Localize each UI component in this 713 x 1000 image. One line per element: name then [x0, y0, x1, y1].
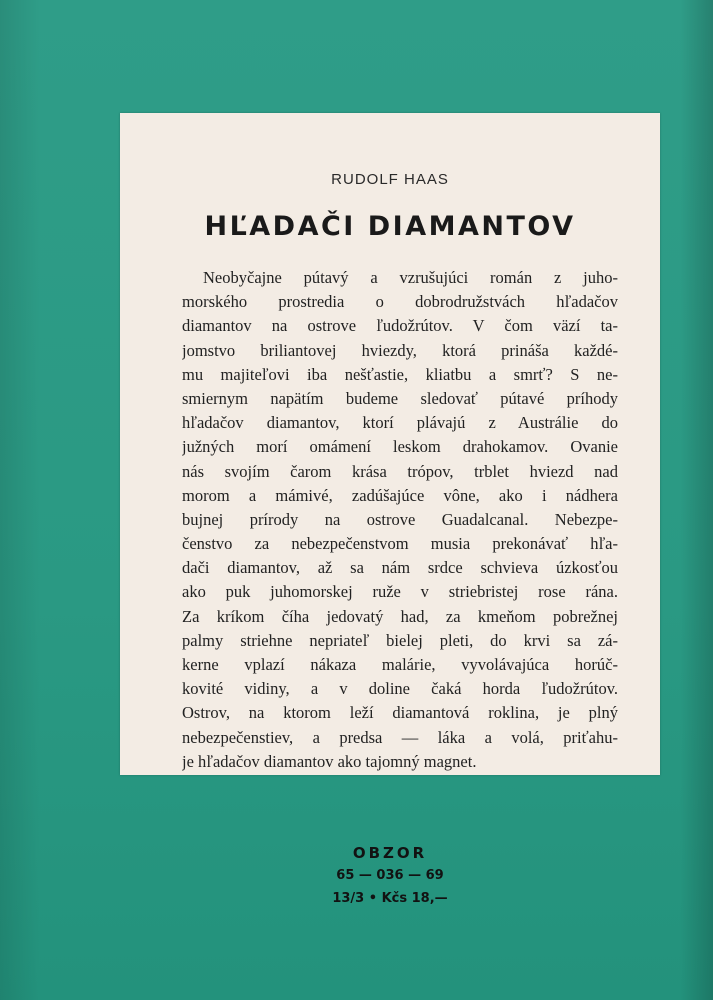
blurb-line: kovité vidiny, a v doline čaká horda ľudožrútov.	[182, 679, 618, 699]
blurb-line: dači diamantov, až sa nám srdce schvieva úzkosťou	[182, 558, 618, 578]
blurb-line: hľadačov diamantov, ktorí plávajú z Austrálie do	[182, 413, 618, 433]
blurb-panel	[120, 113, 660, 775]
blurb-line: nebezpečenstiev, a predsa — láka a volá, priťahu-	[182, 727, 618, 747]
price-line: 13/3 • Kčs 18,—	[332, 891, 448, 906]
blurb-line: Za kríkom číha jedovatý had, za kmeňom pobrežnej	[182, 606, 618, 626]
author-name: RUDOLF HAAS	[331, 171, 449, 188]
blurb-line: morom a mámivé, zadúšajúce vône, ako i nádhera	[182, 485, 618, 505]
blurb-line: mu majiteľovi iba nešťastie, kliatbu a smrť? S ne-	[182, 364, 618, 384]
publisher-name: OBZOR	[352, 844, 428, 862]
blurb-line: južných morí omámení leskom drahokamov. Ovanie	[182, 437, 618, 457]
blurb-line: čenstvo za nebezpečenstvom musia prekonávať hľa-	[182, 534, 618, 554]
blurb-line: Neobyčajne pútavý a vzrušujúci román z juho-	[203, 268, 618, 287]
blurb-line: bujnej prírody na ostrove Guadalcanal. Nebezpe-	[182, 509, 618, 529]
book-title: HĽADAČI DIAMANTOV	[204, 211, 576, 242]
blurb-line: jomstvo briliantovej hviezdy, ktorá prináša každé-	[182, 340, 618, 360]
blurb-line: smiernym napätím budeme sledovať pútavé príhody	[182, 388, 618, 408]
blurb-line: kerne vplazí nákaza malárie, vyvolávajúca horúč-	[182, 655, 618, 674]
blurb-line: morského prostredia o dobrodružstvách hľadačov	[182, 292, 618, 312]
catalog-code: 65 — 036 — 69	[336, 868, 444, 883]
blurb-line: ako puk juhomorskej ruže v striebristej rose rána.	[182, 582, 618, 602]
blurb-line: nás svojím čarom krása trópov, trblet hviezd nad	[182, 461, 618, 481]
blurb-line: Ostrov, na ktorom leží diamantová roklina, je plný	[182, 703, 618, 723]
blurb-text	[182, 266, 618, 774]
blurb-line: diamantov na ostrove ľudožrútov. V čom väzí ta-	[182, 316, 618, 336]
blurb-line: palmy striehne nepriateľ bielej pleti, do krvi sa zá-	[182, 630, 618, 650]
blurb-line: je hľadačov diamantov ako tajomný magnet.	[182, 751, 477, 771]
